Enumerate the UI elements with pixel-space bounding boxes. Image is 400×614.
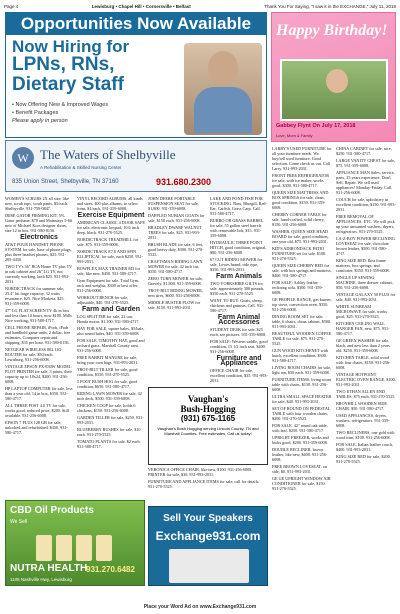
vaughan-body: Vaughan's Bush Hogging serving Lincoln County, TN and Marshall Counties. Free estimates, Call us today!: [157, 426, 259, 436]
classified-column-a: [5, 196, 73, 496]
sell-speakers-ad: [148, 506, 268, 586]
classified-listing: FOR SALE, Italian leather couch, $400. 931-993-2031.: [336, 442, 393, 452]
heading-furniture-appliances: Furniture and Appliances: [216, 355, 262, 367]
classified-listing: STUDENT DESK for sale, $25 each, see pictures. 931-359-6008.: [210, 327, 267, 337]
classified-column-f: [336, 146, 396, 592]
birthday-ad: [271, 12, 396, 142]
classified-listing: CELL PHONE REPAIR, iPods, iPads and handheld game units, 2 dollar, free estimates, Computer repair and shipping, $35 per hour. 931-580-0156.: [5, 325, 71, 345]
heading-farm-animal-accessories: Farm Animal Accessories: [217, 314, 261, 326]
heading-electronics: Electronics: [20, 234, 58, 241]
classified-listing: GARDEN TILLER for sale, $250. 931-993-2031.: [77, 415, 144, 425]
cbd-jar: [56, 535, 72, 561]
classified-listing: FOR SALE, TIMOTHY HAY, good and orchard grass, Marshall County area. 931-256-6008.: [77, 338, 145, 353]
cbd-jars-image: [36, 531, 116, 561]
birthday-sub: Love, Mom & Family: [276, 133, 313, 138]
classified-listing: HAY FOR SALE, square bales, $5/bale, also round bales, $40. 931-359-6008.: [77, 326, 145, 336]
classified-listing: WASHER, QUEEN SIZE HEAD BOARD for sale, good condition, one year old, $75. 931-993-2031.: [272, 229, 329, 244]
vaughan-phone: (931) 675-1165: [180, 414, 236, 423]
classified-listing: FRONT FREE REFRIGERATOR for sale, with ice maker, works good, $300. 931-580-4717.: [272, 173, 330, 188]
classified-column-c: [148, 196, 208, 386]
sell-line2: Exchange931.com: [155, 529, 261, 543]
jobs-positions: LPNs, RNs, Dietary Staff: [12, 54, 124, 95]
nurse-photo: [184, 43, 262, 135]
classified-listing: LOG SPLITTER for sale, 22 ton, Honda motor, $1,100. 931-580-4717.: [77, 314, 140, 324]
classified-listing: NORDICTRACK TREADMILL for sale, $75. 931-359-6008.: [77, 237, 139, 247]
column-d-list-1: [210, 196, 268, 272]
classified-listing: WHITE SUNBEAM MICROWAVE for sale, works good, $25. 931-270-5525.: [336, 304, 388, 319]
birthday-headline: Happy Birthday!: [276, 22, 388, 39]
jobs-bullets: [12, 101, 108, 125]
header-center: Lewisburg • Chapel Hill • Cornersville • Belfast: [91, 3, 191, 9]
classified-listing: SINGLE UP SEWING MACHINE, three drawer cabinet, $50. 931-256-6008.: [336, 275, 393, 290]
classified-column-d: [210, 196, 268, 386]
classified-listing: KITCHEN TABLE, solid wood with four chairs, $150. 931-256-6008.: [336, 355, 391, 370]
classified-listing: 47" LG FLAT SCREEN TV 4k in box and less than 10 hours, now $100. Mills Nice working, 931-580-4717.: [5, 308, 72, 323]
classified-listing: DAPPLED NUBIAN GOATS for sale, $150 each. 931-256-6008.: [148, 213, 205, 223]
classified-listing: KING SIZE BED, Ikea frame mattress, box springs, and comforter, $350. 931-359-6008.: [336, 258, 390, 273]
classified-listing: KING SIZE BED for sale, $200. 931-270-5525.: [336, 454, 391, 464]
classified-listing: CHICKEN COOP for sale, holds 6 chickens, $150. 931-256-6008.: [77, 403, 136, 413]
classified-listing: DINING ROOM SET for sale, table, 6 chairs, china cabinet, $500. 931-993-2031.: [272, 314, 332, 329]
classified-listing: ZERO TURN MOWER for sale, Gravely, $1,800. 931-359-6008.: [148, 276, 203, 286]
cbd-brand: NUTRA HEALTH: [10, 563, 88, 574]
classified-listing: HYDRAULIC THREE POINT HITCH, good condition, original, $80. 931-256-6008.: [210, 240, 267, 255]
waters-logo-icon: W: [12, 147, 34, 169]
nurse-photo-head: [208, 51, 238, 85]
classified-listing: [210, 385, 268, 386]
classified-listing: LA-Z-BOY POWER RECLINING LOVESEAT for sale, chocolate brown leather, $500. 931-580-4717.: [336, 236, 395, 256]
classified-listing: ALL THREE POST 4.0 TV for sale, works good, reduced price, $200. Still available, 931-256-6008.: [5, 403, 69, 418]
column-f-list: [336, 146, 396, 464]
classified-listing: QUEEN SIZE MATTRESS AND BOX SPRINGS for sale, clean, good condition, $150. 931-359-6008.: [272, 190, 329, 210]
sell-line1: Sell Your Speakers: [163, 513, 253, 524]
column-a-list-1: [5, 196, 73, 233]
classified-listing: FURNITURE AND APPLIANCE ITEMS for sale, call for details. 931-270-5525.: [148, 479, 260, 489]
classified-listing: TWO TV's 36" RCA Home TV plus TV in oak cabinet and 26" LG TV, not currently working, both $25. 931-993-2031.: [5, 264, 73, 284]
column-c-list-1: [148, 196, 208, 310]
vaughan-line2: Bush-Hogging: [180, 404, 236, 414]
classified-listing: KITCHEN CEILING WALL HANGER FAN, new, $75. 931-580-4717.: [336, 321, 390, 336]
classified-listing: OFFICE CHAIR for sale, excellent condition, $35. 931-993-2031.: [210, 368, 268, 383]
classified-listing: VERONICA OFFICE CHAIR, like new, $100. 931-256-6008. PRINTER for sale, $30. 931-993-2031.: [148, 467, 253, 477]
column-d-list-3: [210, 327, 268, 354]
classified-listing: WANT TO BUY: Goats, sheep, chickens and guineas. Call. 931-580-4717.: [210, 298, 265, 313]
classified-listing: USED APPLIANCES, dryers, washers, refrigerators. 931-359-6008.: [336, 413, 390, 428]
cbd-jar: [76, 535, 92, 561]
classified-listing: TWO ETHAN ALLEN END TABLES, $75 each. 931-270-5525.: [336, 389, 396, 399]
classified-listing: 67 CUT RIDING MOWER for sale, Lowes brand, ride type, $350. 931-993-2031.: [210, 257, 263, 272]
page-footer: Place your Word Ad on www.Exchange931.com: [143, 604, 257, 610]
classified-listing: UPRIGHT FREEZER, works and looks good, $200. 931-359-6008.: [272, 435, 329, 445]
classified-listing: Gym Equipment for sale, Total Gym, rack and weights, $300 or best offer, 931-256-6008.: [77, 278, 140, 293]
waters-tagline: A Rehabilitation & Skilled Nursing Center: [40, 165, 122, 170]
classified-listing: LARGE VANITY CHEST for sale, $75. 931-359-6008.: [336, 158, 396, 168]
classified-listing: FREE BROWN LOVESEAT, on side, $0. 931-993-2031.: [272, 464, 328, 474]
page-label: Page 4: [4, 3, 19, 9]
classified-listing: WOMEN'S SCRUBS 2X all size, like new, scrub tops, scrub pants, $5/each. Shelbyville. 931-759-0847.: [5, 196, 69, 211]
classified-listing: WORKOUT BENCH for sale, adjustable, $40. 931-270-5525.: [77, 295, 130, 305]
nurse-photo-body: [194, 87, 252, 133]
classified-listing: JOHN DEERE PORTABLE SUSPENSION SEAT for sale, $1,800. 931-359-6008.: [148, 196, 199, 211]
column-b-list-1: [77, 196, 145, 211]
classified-listing: VINTAGE EPSON PX-830W MODEL PLOT PRINTER for sale, 3 prints, their capacity up to 18x24, $200. 931-256-6008.: [5, 364, 72, 384]
birthday-photo-face: [326, 69, 348, 93]
cbd-address: 1105 Nashville Hwy, Lewisburg: [10, 577, 72, 582]
header-right: Thank You For Saying, "I saw it in the EXCHANGE," July 11, 2018: [264, 3, 396, 9]
classified-listing: EPSON 7 PLUS 128 GB for sale, unlocked and refurbished, $450. 931-580-4717.: [5, 420, 68, 435]
classified-listing: DOUBLE RECLINER, brown leather, like new, $400. 931-256-6008.: [272, 447, 328, 462]
sell-devices-image: [169, 549, 249, 583]
classified-listing: FREE REMOVAL OF APPLIANCES, ETC. We will pick up your unwanted washers, dryers, refrigerators. 931-270-5525.: [336, 214, 395, 234]
classified-listing: COUCH for sale, upholstery in excellent condition, $150. 931-993-2031.: [336, 197, 396, 212]
classified-listing: IRISE GATOR FIRMING KIT, 5% Gator perfume, $70 and Mainstays 5-6ft new of Michael Kors designer shoes, size 12 in box, 931-580-0156.: [5, 213, 73, 233]
page-header: [4, 2, 396, 10]
vaughan-line1: Vaughan's: [187, 394, 229, 404]
vaughan-ad: [148, 387, 268, 465]
waters-title: The Waters of Shelbyville: [40, 147, 176, 162]
heading-farm-and-garden: Farm and Garden: [82, 306, 140, 313]
column-c2-list: [148, 467, 268, 489]
classified-listing: GUN WOOD KITCHENET with hutch, excellent condition, $300. 931-580-4717.: [272, 348, 329, 363]
classified-listing: CHINA CABINET for sale, nice, $250. 931-580-4717.: [336, 146, 392, 156]
classified-listing: FURNITURE ITEMS, living room table with chairs, $150. 931-256-6008.: [272, 377, 331, 392]
waters-address: 835 Union Street, Shelbyville, TN 37160: [12, 179, 119, 185]
classified-listing: NETGEAR WIRELESS 802.11G ROUTER for sale, $50/each. Lewisburg, 931-256-6008.: [5, 347, 62, 362]
classified-listing: LAKE AND POND FISH FOR STOCKING. Bass, Bluegill, Red-Ear, Catfish. Grass Carp. Call. 931-580-4717.: [210, 196, 267, 216]
classified-listing: LARRY'S USED FURNITURE for all your furniture needs. We buy/sell used furniture. Good selection. Come check us out. Call Larry. 931-993-2031.: [272, 146, 332, 171]
heading-exercise-equipment: Exercise Equipment: [77, 212, 145, 219]
classified-column-e: [272, 146, 332, 592]
classified-listing: FOR SALE: Western saddle, good condition, 15 1/2 inch seat, $400. 931-256-6008.: [210, 339, 268, 354]
classified-listing: CHERRY CORNER TABLE for sale, hand-crafted, solid cherry, $150. 931-256-6008.: [272, 212, 327, 227]
jobs-bullet-wages: • Now Offering New & Improved Wages: [12, 102, 109, 108]
classified-listing: TWO RECLINERS, one gold with wood trim, $100. 931-256-6008.: [336, 430, 395, 440]
cbd-ad: [5, 500, 145, 586]
classified-listing: VINTAGE GALAXY 50 PLUS for sale, $40. 931-993-2031.: [336, 292, 396, 302]
waters-phone: 931.680.2300: [156, 177, 212, 187]
classified-listing: TWO YORKSHIRE GILTS for sale, approximately 300 pounds, $350 each. 931-270-5525.: [210, 281, 265, 296]
classified-listing: FOR SALE: Ashley leather reclining sofa, $300. 931-359-6008.: [272, 280, 323, 295]
classified-listing: QUEEN SIZE CHERRY BED for sale, with box springs and mattress, $400. 931-580-4717.: [272, 263, 332, 278]
birthday-photo: [280, 59, 388, 121]
classified-listing: TOMATO PLANTS for sale, $2 each. 931-580-4717.: [77, 439, 141, 449]
classified-listing: AT&T FOUR HANDSET PHONE SYSTEM for sale, base of phone plugs, plus three headset phones, $25. 931-205-4450.: [5, 242, 72, 262]
classified-listing: BLUEBERRY BUSHES for sale, $10 each. 931-270-5525.: [77, 427, 141, 437]
column-b-list-2: [77, 220, 145, 305]
cbd-headline: CBD Oil Products: [10, 505, 94, 516]
cbd-jar: [96, 535, 112, 561]
waters-ad: [5, 140, 267, 192]
classified-listing: FREE RABBIT MANURE for sale, bring your own bags. 931-993-2031.: [77, 355, 139, 365]
cbd-phone: 931.270.6482: [86, 565, 135, 574]
classified-listing: SET OF ROUND ON PEDESTAL TABLE with four wooden chairs, $200. 931-270-5525.: [272, 406, 331, 421]
classified-listing: BRADLEY DWARF WALNUT TREES for sale, $25. 931-993-2031.: [148, 225, 202, 240]
classified-listing: APPLIANCE MAN Sales, service, parts, 25 years experience. Don't Sell, Repair. We sell used appliances! Monday-Friday. Call. 931-256-6008.: [336, 170, 395, 195]
classified-listing: GE GE UPRIGHT WINDOW AIR CONDITIONER for sale, $150. 931-270-5525.: [272, 476, 331, 491]
classified-listing: AMERICAN CLASSIC 4 DOOR SAFE for sale, electronic keypad, 10.6 inch deep, black. 931-270-5525.: [77, 220, 145, 235]
column-d-list-4: [210, 368, 268, 386]
classified-listing: 5 FOOT BUSH HOG for sale, good condition, $650. 931-580-4717.: [77, 379, 138, 389]
classified-listing: VINTAGE HOTPOINT ELECTRIC OVEN RANGE, $100. 931-993-2031.: [336, 372, 396, 387]
classified-listing: FOR SALE, 42" round oak table, with leaf, $250. 931-580-4717.: [272, 423, 328, 433]
classified-listing: TROY-BILT TILLER for sale, good condition, $350. 931-270-5525.: [77, 367, 138, 377]
classified-listing: NORDICTRACK E7.0 AND SPIN ELLIPTICAL for sale, each $250. 931-993-2031.: [77, 249, 144, 264]
classified-listing: BRUSH BLADE for sale, 6 feet, good heavy duty, $300. 931-270-5525.: [148, 242, 204, 257]
classified-listing: LIVING ROOM CHAIRS for sale, light tan, $50 each. 931-359-6008.: [272, 365, 331, 375]
column-a-list-2: [5, 242, 73, 435]
classified-listing: NORDICTRACK for summer sale, 25.4" kit large capacity, 32 watts resonance, $25. Nice Marketa, $25. 931-359-6008.: [5, 286, 65, 306]
cbd-sub: We Sell: [10, 519, 28, 525]
jobs-banner: Opportunities Now Available: [6, 13, 266, 35]
column-b-list-3: [77, 314, 145, 449]
classified-listing: BURRO OR GRASS BARREL for sale, 55 gallon steel barrels with removable lids, $15. 931-359-6008.: [210, 218, 264, 238]
jobs-hiring: Now Hiring for: [12, 37, 130, 56]
cbd-jar: [36, 535, 52, 561]
jobs-ad: [5, 12, 267, 138]
column-d-list-2: [210, 281, 268, 313]
classified-listing: KID'S ADIRONDACK PATIO FURNITURE set for sale, $100. 931-270-5525.: [272, 246, 327, 261]
classified-listing: BROYHILL WOODEN SIDE CHAIR, $50. 931-580-4717.: [336, 401, 387, 411]
classified-listing: ULTRA SMALL SPACE HEATER for sale, $40. 931-993-2031.: [272, 394, 332, 404]
classified-listing: VINYL RECORD ALBUMS, all kinds and sizes, 400 plus albums, to select from, $1/each, 931-359-6008.: [77, 196, 143, 211]
column-e-list: [272, 146, 332, 491]
heading-farm-animals: Farm Animals: [215, 273, 263, 280]
classified-listing: MIDDLE BUSTER PLOW for sale, $150. 931-993-2031.: [148, 300, 201, 310]
classified-listing: HP LAPTOP COMPUTER for sale, less than a year old, 14 in box, $350. 931-580-4717.: [5, 386, 73, 401]
classified-listing: CRAFTSMAN RIDING LAWN MOWER for sale, 42 inch cut, $550. 931-580-4717.: [148, 259, 203, 274]
jobs-bullet-benefits: • Benefit Packages: [12, 110, 59, 116]
classified-listing: TROY-BILT RIDING MOWER, new tires, $600. 931-256-6008.: [148, 288, 204, 298]
classified-listing: GE PROFILE RANGE, gas burner, top stove, convection oven, $350. 931-256-6008.: [272, 297, 332, 312]
classified-listing: BEAUTIFUL WOODEN COFFEE TABLE for sale, $75. 931-270-5525.: [272, 331, 332, 346]
birthday-name: Gabbey Flynt On July 17, 2018: [276, 123, 356, 129]
jobs-cta: Please apply in person: [12, 118, 68, 124]
classified-listing: BOWFLEX MAX TRAINER M3 for sale, like new, $450. 931-580-4717.: [77, 266, 140, 276]
classified-listing: GE GREEN WASHER for sale, black, and new less than 2 years old, $250. 931-359-6008.: [336, 338, 390, 353]
classified-column-c2: [148, 467, 268, 507]
classified-listing: RIDING LAWN MOWER for sale, 42 inch deck, $500. 931-359-6008.: [77, 391, 142, 401]
